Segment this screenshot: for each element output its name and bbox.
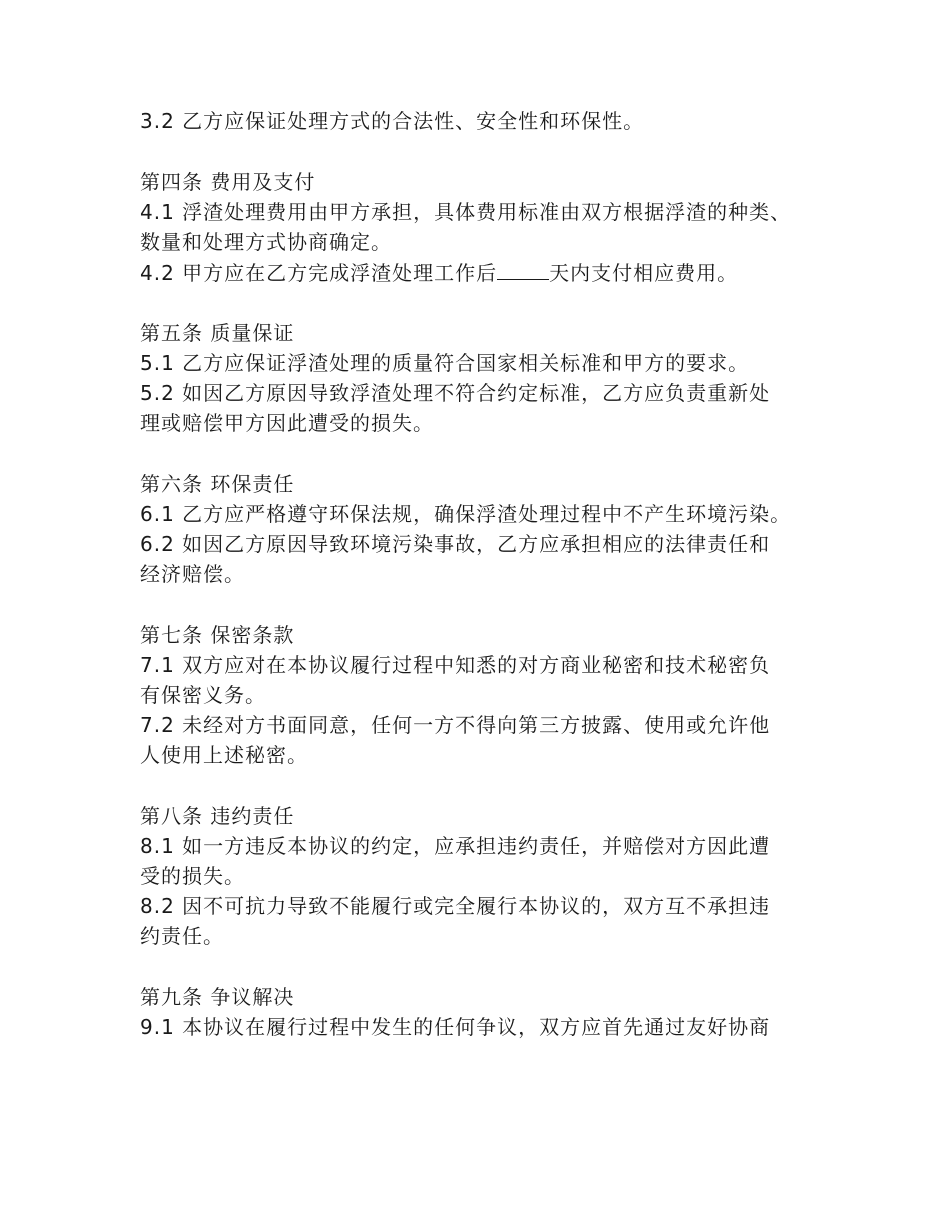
clause-7-2-line1: 7.2 未经对方书面同意，任何一方不得向第三方披露、使用或允许他: [140, 713, 771, 737]
clause-4-2-before: 4.2 甲方应在乙方完成浮渣处理工作后: [140, 261, 498, 285]
days-blank: [497, 257, 549, 280]
clause-5-1: 5.1 乙方应保证浮渣处理的质量符合国家相关标准和甲方的要求。: [140, 351, 750, 375]
clause-9-heading: 第九条 争议解决: [140, 985, 295, 1009]
clause-7-1-line2: 有保密义务。: [140, 683, 266, 707]
clause-7-1-line1: 7.1 双方应对在本协议履行过程中知悉的对方商业秘密和技术秘密负: [140, 653, 771, 677]
clause-5-2-line2: 理或赔偿甲方因此遭受的损失。: [140, 411, 434, 435]
clause-4-2-after: 天内支付相应费用。: [549, 261, 739, 285]
clause-7-2-line2: 人使用上述秘密。: [140, 743, 308, 767]
clause-4-heading: 第四条 费用及支付: [140, 170, 316, 194]
clause-4-1-line2: 数量和处理方式协商确定。: [140, 230, 392, 254]
clause-8-heading: 第八条 违约责任: [140, 804, 295, 828]
clause-8-1-line1: 8.1 如一方违反本协议的约定，应承担违约责任，并赔偿对方因此遭: [140, 834, 771, 858]
clause-8-2-line2: 约责任。: [140, 924, 224, 948]
clause-4-2: [140, 257, 840, 287]
clause-5-heading: 第五条 质量保证: [140, 321, 295, 345]
clause-4-1-line1: 4.1 浮渣处理费用由甲方承担，具体费用标准由双方根据浮渣的种类、: [140, 200, 792, 224]
clause-7-heading: 第七条 保密条款: [140, 623, 295, 647]
clause-8-1-line2: 受的损失。: [140, 864, 245, 888]
clause-6-2-line1: 6.2 如因乙方原因导致环境污染事故，乙方应承担相应的法律责任和: [140, 532, 771, 556]
clause-6-2-line2: 经济赔偿。: [140, 562, 245, 586]
clause-3-2: 3.2 乙方应保证处理方式的合法性、安全性和环保性。: [140, 109, 645, 133]
clause-6-1: 6.1 乙方应严格遵守环保法规，确保浮渣处理过程中不产生环境污染。: [140, 502, 792, 526]
clause-9-1-line1: 9.1 本协议在履行过程中发生的任何争议，双方应首先通过友好协商: [140, 1015, 771, 1039]
clause-6-heading: 第六条 环保责任: [140, 472, 295, 496]
clause-8-2-line1: 8.2 因不可抗力导致不能履行或完全履行本协议的，双方互不承担违: [140, 894, 771, 918]
contract-page: [140, 106, 840, 1042]
clause-5-2-line1: 5.2 如因乙方原因导致浮渣处理不符合约定标准，乙方应负责重新处: [140, 381, 771, 405]
